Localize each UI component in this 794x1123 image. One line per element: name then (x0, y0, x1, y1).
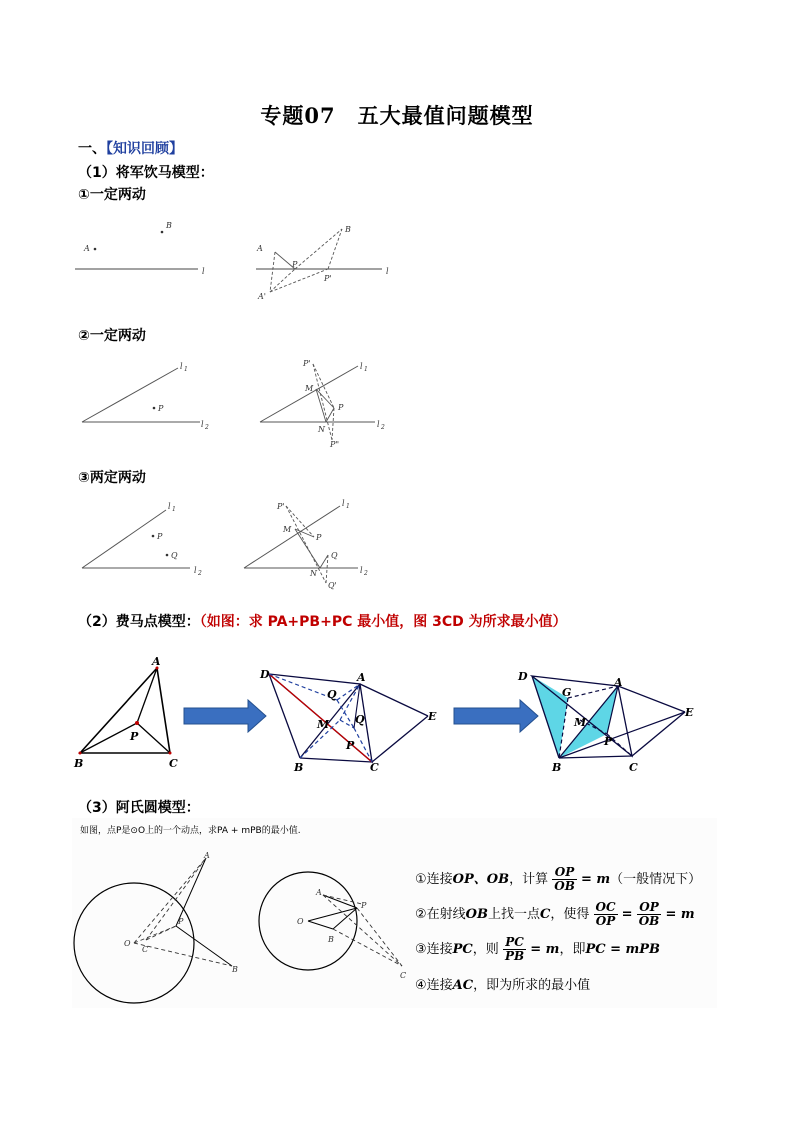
svg-text:1: 1 (346, 503, 350, 510)
svg-text:B: B (328, 935, 334, 944)
svg-text:Q: Q (331, 551, 338, 560)
svg-text:A: A (316, 888, 322, 897)
svg-text:P: P (346, 739, 355, 752)
svg-text:O: O (297, 917, 304, 926)
label-Q: Q (171, 551, 178, 560)
svg-text:1: 1 (172, 506, 176, 513)
svg-text:2: 2 (364, 570, 368, 577)
apollonius-step3: ③连接PC，则 $\frac{PC}{PB}$ = m，即PC = mPB (415, 935, 661, 963)
label-A-2: A (257, 244, 263, 253)
apollonius-figures (72, 838, 412, 1008)
svg-text:l: l (342, 499, 345, 508)
svg-text:B: B (74, 757, 84, 770)
label-P: P (292, 260, 298, 269)
case1-figures (70, 212, 410, 312)
svg-text:P: P (178, 917, 184, 926)
apollonius-step1: ①连接OP、OB，计算 $\frac{OP}{OB}$ = m（一般情况下） (415, 865, 702, 893)
model1-case1-label: ①一定两动 (78, 187, 146, 203)
arrow-1 (184, 700, 266, 732)
model1-case3-label: ③两定两动 (78, 470, 146, 486)
svg-text:P: P (130, 730, 139, 743)
label-Pprime: P' (324, 274, 332, 283)
label-Aprime: A' (258, 292, 266, 301)
page-title: 专题07 五大最值问题模型 (260, 103, 534, 128)
label-A: A (84, 244, 90, 253)
svg-text:N: N (310, 569, 317, 578)
label-B: B (166, 221, 172, 230)
svg-text:A: A (357, 671, 366, 684)
model1-case2-label: ②一定两动 (78, 328, 146, 344)
section-heading (78, 138, 183, 158)
svg-text:B: B (232, 965, 238, 974)
apollonius-prompt: 如图，点P是⊙O上的一个动点，求PA + mPB的最小值. (80, 826, 301, 836)
svg-text:G: G (562, 686, 572, 699)
svg-text:M: M (574, 716, 587, 729)
model2-heading (78, 611, 567, 631)
case2-figures (70, 352, 400, 457)
svg-text:C: C (629, 761, 638, 774)
fermat-figures (72, 650, 712, 775)
label-M: M (305, 384, 314, 393)
svg-text:l: l (168, 502, 171, 511)
svg-text:A: A (614, 676, 623, 689)
label-l: l (202, 267, 205, 276)
svg-text:l: l (377, 420, 380, 429)
section-bracket-title: 【知识回顾】 (106, 141, 183, 157)
svg-text:l: l (360, 566, 363, 575)
svg-text:2: 2 (205, 424, 209, 431)
apollonius-step2: ②在射线OB上找一点C，使得 $\frac{OC}{OP}$ = $\frac{OP}{OB}$ = m (415, 900, 695, 928)
svg-text:C: C (169, 757, 178, 770)
svg-text:2: 2 (198, 570, 202, 577)
svg-text:P: P (338, 403, 344, 412)
svg-text:M: M (283, 525, 292, 534)
svg-text:D: D (260, 668, 270, 681)
model1-heading: （1）将军饮马模型： (78, 165, 214, 181)
model2-note: （如图：求 PA+PB+PC 最小值，图 3CD 为所求最小值） (199, 614, 567, 630)
label-B-2: B (345, 225, 351, 234)
svg-text:C: C (400, 971, 407, 980)
point-A (94, 248, 97, 251)
label-N: N (318, 425, 325, 434)
svg-text:M: M (317, 718, 330, 731)
svg-text:C: C (142, 945, 149, 954)
label-l1: l (180, 362, 183, 371)
svg-text:A: A (152, 655, 161, 668)
svg-text:1: 1 (184, 366, 188, 373)
svg-text:Q: Q (327, 688, 337, 701)
svg-text:B: B (294, 761, 304, 774)
point-B (161, 231, 164, 234)
svg-text:O: O (124, 939, 131, 948)
label-P-c2: P (158, 404, 164, 413)
svg-text:2: 2 (381, 424, 385, 431)
svg-text:P: P (604, 735, 613, 748)
label-l2: l (201, 420, 204, 429)
svg-text:l: l (194, 566, 197, 575)
label-Pdprime: P" (330, 440, 340, 449)
case3-figures (70, 492, 400, 602)
model2-title: （2）费马点模型： (78, 614, 200, 630)
arrow-2 (454, 700, 538, 732)
svg-text:l: l (360, 362, 363, 371)
label-Qprime: Q' (328, 581, 337, 590)
section-prefix: 一、 (78, 141, 106, 157)
svg-text:E: E (685, 706, 694, 719)
svg-text:P': P' (277, 502, 285, 511)
label-l-2: l (386, 267, 389, 276)
svg-text:P: P (316, 533, 322, 542)
svg-text:Q: Q (355, 713, 365, 726)
svg-text:P: P (361, 901, 367, 910)
svg-text:A: A (204, 851, 210, 860)
svg-text:P: P (157, 532, 163, 541)
svg-text:E: E (428, 710, 437, 723)
svg-text:C: C (370, 761, 379, 774)
svg-text:1: 1 (364, 366, 368, 373)
svg-text:B: B (552, 761, 562, 774)
model3-heading: （3）阿氏圆模型： (78, 800, 200, 816)
apollonius-step4: ④连接AC，即为所求的最小值 (415, 978, 591, 993)
label-Pprime-c2: P' (303, 359, 311, 368)
svg-text:D: D (518, 670, 528, 683)
